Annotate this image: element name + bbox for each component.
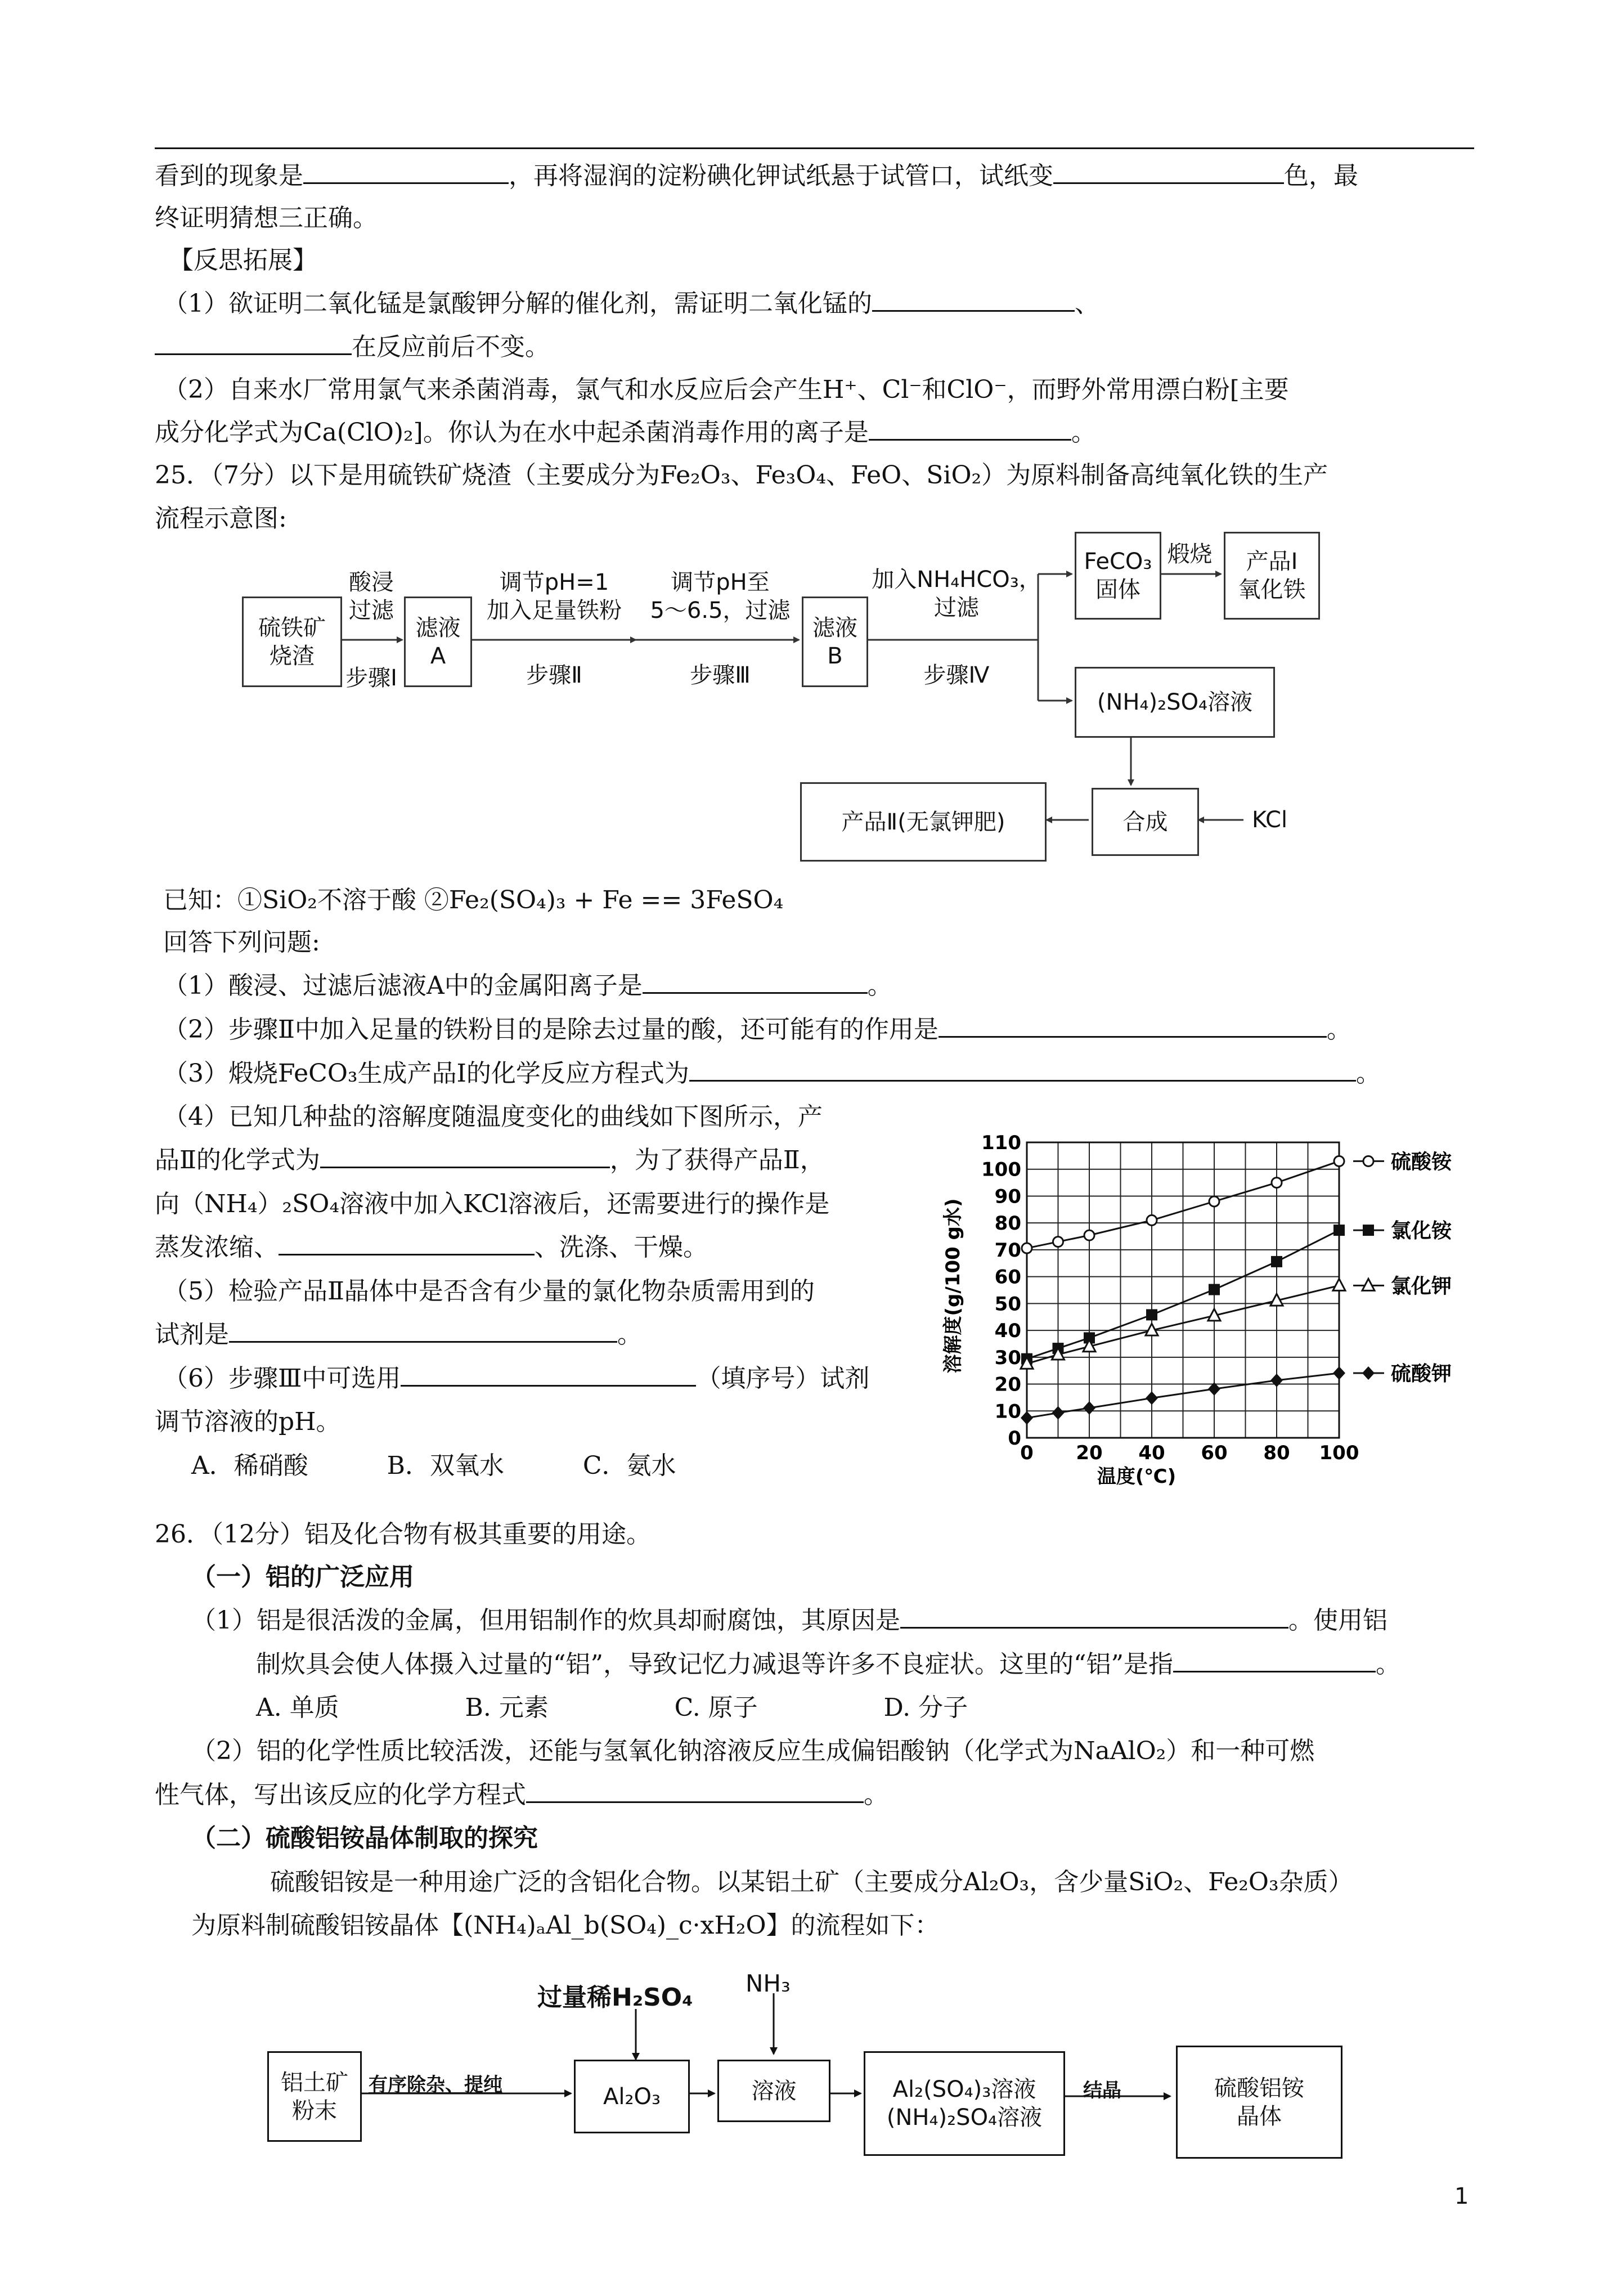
product-1-box: 产品Ⅰ 氧化铁 bbox=[1224, 532, 1320, 620]
purify-step-label: 有序除杂、提纯 bbox=[369, 2074, 502, 2096]
excess-acid-label: 过量稀H₂SO₄ bbox=[537, 1983, 693, 2012]
x-tick-label: 0 bbox=[1020, 1442, 1034, 1464]
q25-part5: （5）检验产品Ⅱ晶体中是否含有少量的氯化物杂质需用到的 bbox=[163, 1277, 815, 1306]
y-tick-label: 60 bbox=[994, 1266, 1021, 1289]
y-tick-label: 100 bbox=[981, 1158, 1021, 1181]
q25-part4-b: 品Ⅱ的化学式为 ，为了获得产品Ⅱ， bbox=[155, 1143, 825, 1177]
data-point bbox=[1146, 1391, 1158, 1405]
section-2-heading: （二）硫酸铝铵晶体制取的探究 bbox=[191, 1824, 538, 1853]
q25-part1: （1）酸浸、过滤后滤液A中的金属阳离子是 。 bbox=[163, 969, 892, 1003]
data-point bbox=[1333, 1366, 1345, 1380]
section-1-heading: （一）铝的广泛应用 bbox=[191, 1563, 414, 1591]
q26-part2-b: 性气体，写出该反应的化学方程式 。 bbox=[155, 1778, 888, 1812]
reflect-q1-cont: 在反应前后不变。 bbox=[155, 330, 550, 364]
y-tick-label: 110 bbox=[981, 1132, 1021, 1154]
legend-label: 硫酸铵 bbox=[1391, 1150, 1452, 1174]
question-26-title: 26．（12分）铝及化合物有极其重要的用途。 bbox=[155, 1520, 651, 1549]
y-tick-label: 80 bbox=[994, 1212, 1021, 1235]
data-point bbox=[1022, 1243, 1032, 1253]
line-observation: 看到的现象是 ，再将湿润的淀粉碘化钾试纸悬于试管口，试纸变 色，最 bbox=[155, 159, 1358, 193]
y-tick-label: 90 bbox=[994, 1185, 1021, 1208]
q25-part2: （2）步骤Ⅱ中加入足量的铁粉目的是除去过量的酸，还可能有的作用是 。 bbox=[163, 1013, 1351, 1047]
legend-marker bbox=[1362, 1279, 1375, 1290]
ammonium-sulfate-box: (NH₄)₂SO₄溶液 bbox=[1075, 667, 1275, 738]
q25-part5-b: 试剂是 。 bbox=[155, 1318, 642, 1352]
x-tick-label: 20 bbox=[1076, 1442, 1103, 1464]
q25-part4-c: 向（NH₄）₂SO₄溶液中加入KCl溶液后，还需要进行的操作是 bbox=[155, 1190, 830, 1218]
legend-label: 硫酸钾 bbox=[1391, 1362, 1452, 1385]
solution-box: 溶液 bbox=[717, 2060, 830, 2122]
legend-marker bbox=[1363, 1225, 1374, 1236]
alumina-box: Al₂O₃ bbox=[574, 2060, 690, 2133]
legend-label: 氯化铵 bbox=[1391, 1219, 1452, 1243]
answer-prompt: 回答下列问题: bbox=[163, 928, 320, 957]
known-info: 已知：①SiO₂不溶于酸 ②Fe₂(SO₄)₃ + Fe == 3FeSO₄ bbox=[163, 886, 784, 914]
data-point bbox=[1333, 1225, 1345, 1236]
legend-marker bbox=[1363, 1156, 1373, 1166]
bauxite-powder-box: 铝土矿 粉末 bbox=[267, 2051, 362, 2142]
filtrate-b-box: 滤液 B bbox=[802, 597, 868, 687]
step3-label: 步骤Ⅲ bbox=[690, 662, 751, 688]
q25-part6-b: 调节溶液的pH。 bbox=[155, 1407, 341, 1436]
data-point bbox=[1052, 1406, 1065, 1420]
solubility-chart bbox=[934, 1125, 1497, 1491]
calcine-label: 煅烧 bbox=[1167, 541, 1213, 567]
data-point bbox=[1333, 1279, 1345, 1290]
chart-x-axis-label: 温度(℃) bbox=[1097, 1465, 1177, 1488]
step1-label: 步骤Ⅰ bbox=[345, 665, 397, 691]
step3-condition: 调节pH至 5～6.5，过滤 bbox=[650, 569, 791, 624]
q26-part1-b: 制炊具会使人体摄入过量的“铝”，导致记忆力减退等许多不良症状。这里的“铝”是指 。 bbox=[256, 1648, 1400, 1681]
step2-condition: 调节pH=1 加入足量铁粉 bbox=[487, 569, 622, 624]
data-point bbox=[1146, 1309, 1157, 1320]
data-point bbox=[1021, 1411, 1033, 1425]
chart-ticks bbox=[981, 1132, 1359, 1464]
chart-y-axis-label: 溶解度(g/100 g水) bbox=[942, 1198, 964, 1374]
mixed-solution-box: Al₂(SO₄)₃溶液 (NH₄)₂SO₄溶液 bbox=[864, 2051, 1065, 2156]
data-point bbox=[1083, 1401, 1095, 1415]
y-tick-label: 70 bbox=[994, 1239, 1021, 1262]
y-tick-label: 40 bbox=[994, 1320, 1021, 1343]
chart-legend bbox=[1353, 1150, 1452, 1385]
product-2-box: 产品Ⅱ(无氯钾肥) bbox=[800, 782, 1047, 862]
x-tick-label: 60 bbox=[1201, 1442, 1228, 1464]
reflect-q1: （1）欲证明二氧化锰是氯酸钾分解的催化剂，需证明二氧化锰的 、 bbox=[163, 287, 1099, 321]
q25-part4-d: 蒸发浓缩、 、洗涤、干燥。 bbox=[155, 1231, 708, 1264]
reflect-q2-cont: 成分化学式为Ca(ClO)₂]。你认为在水中起杀菌消毒作用的离子是 。 bbox=[155, 416, 1096, 450]
feco3-solid-box: FeCO₃ 固体 bbox=[1075, 532, 1161, 620]
data-point bbox=[1209, 1196, 1219, 1207]
x-tick-label: 40 bbox=[1138, 1442, 1165, 1464]
q26-part1: （1）铝是很活泼的金属，但用铝制作的炊具却耐腐蚀，其原因是 。使用铝 bbox=[191, 1604, 1387, 1638]
crystal-product-box: 硫酸铝铵 晶体 bbox=[1176, 2046, 1342, 2159]
section-2-intro: 硫酸铝铵是一种用途广泛的含铝化合物。以某铝土矿（主要成分Al₂O₃，含少量SiO₂、Fe₂O₃杂质） bbox=[270, 1868, 1353, 1896]
y-tick-label: 30 bbox=[994, 1346, 1021, 1369]
x-tick-label: 100 bbox=[1319, 1442, 1359, 1464]
reflect-q2: （2）自来水厂常用氯气来杀菌消毒，氯气和水反应后会产生H⁺、Cl⁻和ClO⁻，而野外常用漂白粉[主要 bbox=[163, 375, 1289, 404]
data-point bbox=[1270, 1374, 1283, 1387]
q25-part4: （4）已知几种盐的溶解度随温度变化的曲线如下图所示，产 bbox=[163, 1102, 823, 1131]
step2-label: 步骤Ⅱ bbox=[526, 662, 582, 688]
flow1-arrows bbox=[0, 0, 1621, 878]
q26-part2: （2）铝的化学性质比较活泼，还能与氢氧化钠溶液反应生成偏铝酸钠（化学式为NaAlO₂）和一种可燃 bbox=[191, 1737, 1315, 1765]
data-point bbox=[1084, 1230, 1094, 1240]
data-point bbox=[1053, 1237, 1063, 1247]
legend-marker bbox=[1362, 1366, 1375, 1380]
q25-part6: （6）步骤Ⅲ中可选用 （填序号）试剂 bbox=[163, 1362, 869, 1396]
page-number: 1 bbox=[1454, 2183, 1469, 2209]
step4-condition: 加入NH₄HCO₃， 过滤 bbox=[872, 567, 1041, 621]
data-point bbox=[1272, 1178, 1282, 1188]
data-point bbox=[1147, 1215, 1157, 1225]
data-point bbox=[1334, 1156, 1344, 1166]
reflect-header: 【反思拓展】 bbox=[169, 246, 317, 275]
question-25-title: 25．（7分）以下是用硫铁矿烧渣（主要成分为Fe₂O₃、Fe₃O₄、FeO、SiO₂）为原料制备高纯氧化铁的生产 bbox=[155, 461, 1328, 490]
line-conclusion: 终证明猜想三正确。 bbox=[155, 204, 378, 232]
kcl-label: KCl bbox=[1252, 807, 1288, 833]
data-point bbox=[1271, 1256, 1282, 1267]
ore-residue-box: 硫铁矿 烧渣 bbox=[242, 597, 342, 687]
legend-label: 氯化钾 bbox=[1391, 1275, 1452, 1298]
x-tick-label: 80 bbox=[1263, 1442, 1290, 1464]
y-tick-label: 10 bbox=[994, 1400, 1021, 1423]
data-point bbox=[1209, 1284, 1220, 1295]
section-2-intro-b: 为原料制硫酸铝铵晶体【(NH₄)ₐAl_b(SO₄)_c·xH₂O】的流程如下： bbox=[191, 1911, 940, 1940]
y-tick-label: 0 bbox=[1008, 1427, 1021, 1450]
q25-part3: （3）煅烧FeCO₃生成产品Ⅰ的化学反应方程式为 。 bbox=[163, 1057, 1381, 1091]
q25-part6-options: A．稀硝酸 B．双氧水 C．氨水 bbox=[191, 1451, 676, 1480]
step4-label: 步骤Ⅳ bbox=[923, 662, 990, 688]
y-tick-label: 20 bbox=[994, 1373, 1021, 1396]
q26-part1-options: A. 单质 B. 元素 C. 原子 D. 分子 bbox=[256, 1693, 968, 1722]
filtrate-a-box: 滤液 A bbox=[404, 597, 472, 687]
y-tick-label: 50 bbox=[994, 1293, 1021, 1316]
question-25-title-cont: 流程示意图: bbox=[155, 504, 287, 533]
crystallize-label: 结晶 bbox=[1083, 2079, 1121, 2102]
step1-condition: 酸浸 过滤 bbox=[349, 569, 394, 624]
ammonia-label: NH₃ bbox=[746, 1970, 791, 1997]
synthesis-box: 合成 bbox=[1092, 788, 1199, 856]
